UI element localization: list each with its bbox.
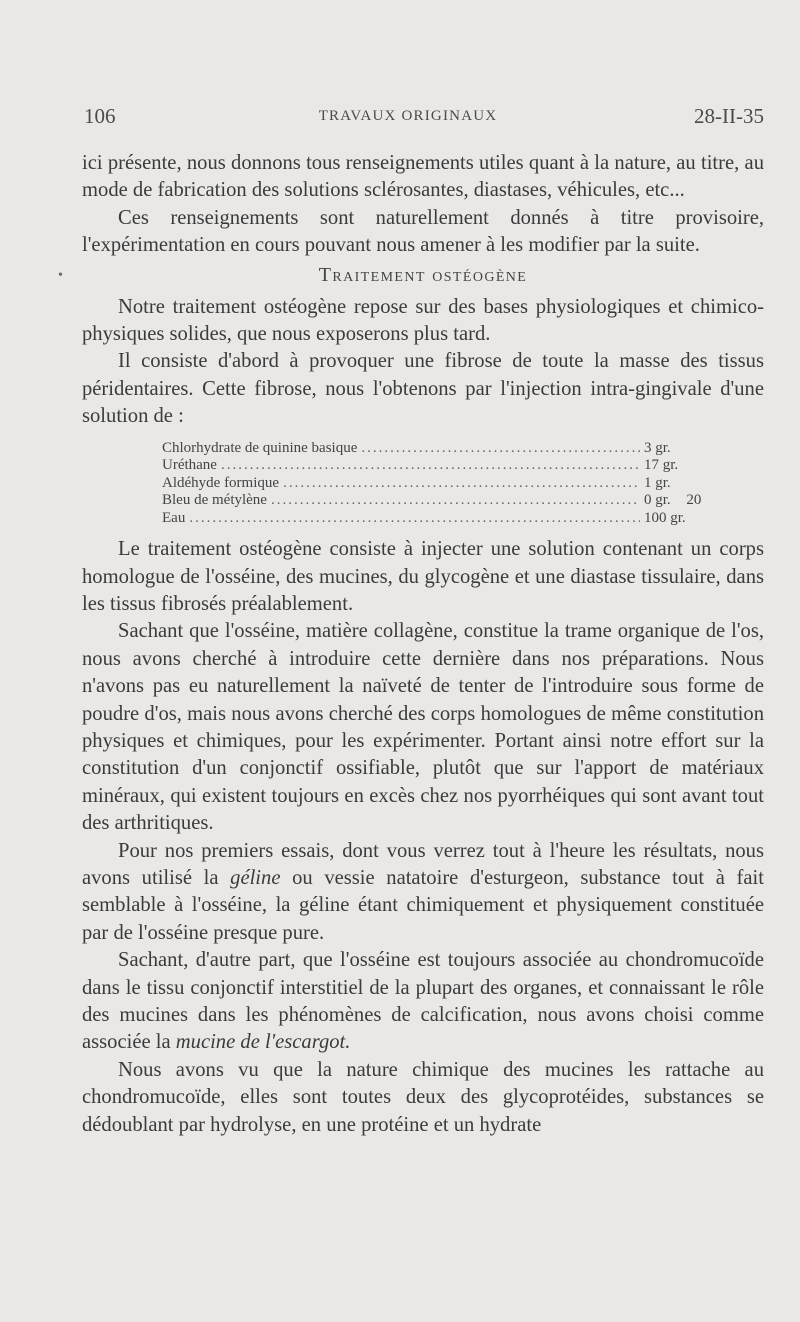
- article-body: [82, 150, 764, 1139]
- paragraph: [82, 947, 764, 1057]
- paragraph: [82, 838, 764, 948]
- paragraph-text: Pour nos premiers essais, dont vous verrez tout à l'heure les résultats, nous avons utilisé la: [82, 839, 764, 890]
- recipe-quantity: 100 gr.: [644, 509, 686, 526]
- recipe-ingredient: Chlorhydrate de quinine basique: [162, 439, 358, 456]
- paragraph-text: ou vessie natatoire d'esturgeon, substance tout à fait semblable à l'osséine, la géline étant chimiquement et physiquement constituée par de l'osséine presque pure.: [82, 867, 764, 944]
- recipe-quantity: 1 gr.: [644, 474, 671, 491]
- recipe-table: [162, 440, 710, 528]
- margin-mark: •: [58, 268, 63, 283]
- issue-date: 28-II-35: [694, 104, 764, 128]
- recipe-quantity: [644, 492, 710, 510]
- recipe-row: [162, 475, 710, 493]
- paragraph: ici présente, nous donnons tous renseignements utiles quant à la nature, au titre, au mode de fabrication des solutions sclérosantes, diastases, véhicules, etc...: [82, 152, 764, 202]
- recipe-row: [162, 510, 710, 528]
- leader-dots: [361, 440, 640, 458]
- leader-dots: [221, 457, 640, 475]
- leader-dots: [283, 475, 640, 493]
- paragraph: Ces renseignements sont naturellement donnés à titre provisoire, l'expérimentation en cours pouvant nous amener à les modifier par la suite.: [82, 206, 764, 257]
- recipe-ingredient: Bleu de métylène: [162, 492, 267, 509]
- recipe-quantity: 17 gr.: [644, 457, 679, 474]
- paragraph: Notre traitement ostéogène repose sur des bases physiologiques et chimico-physiques solides, que nous exposerons plus tard.: [82, 295, 764, 346]
- emphasis: mucine de l'escargot.: [175, 1031, 351, 1054]
- paragraph: Le traitement ostéogène consiste à injecter une solution contenant un corps homologue de l'osséine, des mucines, du glycogène et une diastase tissulaire, dans les tissus fibrosés préalablement.: [82, 538, 764, 615]
- recipe-row: [162, 440, 710, 458]
- section-heading-text: Traitement ostéogène: [318, 263, 528, 286]
- recipe-ingredient: Uréthane: [162, 457, 217, 474]
- page-number: 106: [84, 104, 116, 128]
- leader-dots: [271, 492, 640, 510]
- paragraph: Sachant que l'osséine, matière collagène, constitue la trame organique de l'os, nous avons cherché à introduire cette dernière dans nos préparations. Nous n'avons pas eu naturellement la naïveté de tenter de l'introduire sous forme de poudre d'os, mais nous avons cherché des corps homologues de même constitution physiques et chimiques, pour les expérimenter. Portant ainsi notre effort sur la constitution d'un conjonctif ossifiable, plutôt que sur l'apport de matériaux minéraux, qui existent toujours en excès chez nos pyorrhéiques qui sont avant tout des arthritiques.: [82, 620, 764, 835]
- emphasis: géline: [230, 867, 281, 890]
- page-header: [82, 104, 764, 130]
- recipe-quantity-extra: 20: [686, 492, 702, 509]
- section-heading: [82, 262, 764, 290]
- paragraph: Nous avons vu que la nature chimique des mucines les rattache au chondromucoïde, elles sont toutes deux des glycoprotéides, substances se dédoublant par hydrolyse, en une protéine et un hydrate: [82, 1058, 764, 1136]
- recipe-row: [162, 457, 710, 475]
- recipe-quantity: 3 gr.: [644, 439, 671, 456]
- recipe-row: [162, 492, 710, 510]
- paragraph: Il consiste d'abord à provoquer une fibrose de toute la masse des tissus péridentaires. Cette fibrose, nous l'obtenons par l'injection intra-gingivale d'une solution de :: [82, 350, 764, 428]
- leader-dots: [189, 510, 640, 528]
- recipe-ingredient: Eau: [162, 509, 186, 526]
- recipe-quantity-value: 0 gr.: [644, 492, 671, 509]
- running-title: TRAVAUX ORIGINAUX: [318, 108, 498, 124]
- paragraph-text: Sachant, d'autre part, que l'osséine est toujours associée au chondromucoïde dans le tissu conjonctif interstitiel de la plupart des organes, et connaissant le rôle des mucines dans les phénomènes de calcification, nous avons choisi comme associée la: [82, 949, 764, 1054]
- recipe-ingredient: Aldéhyde formique: [162, 474, 280, 491]
